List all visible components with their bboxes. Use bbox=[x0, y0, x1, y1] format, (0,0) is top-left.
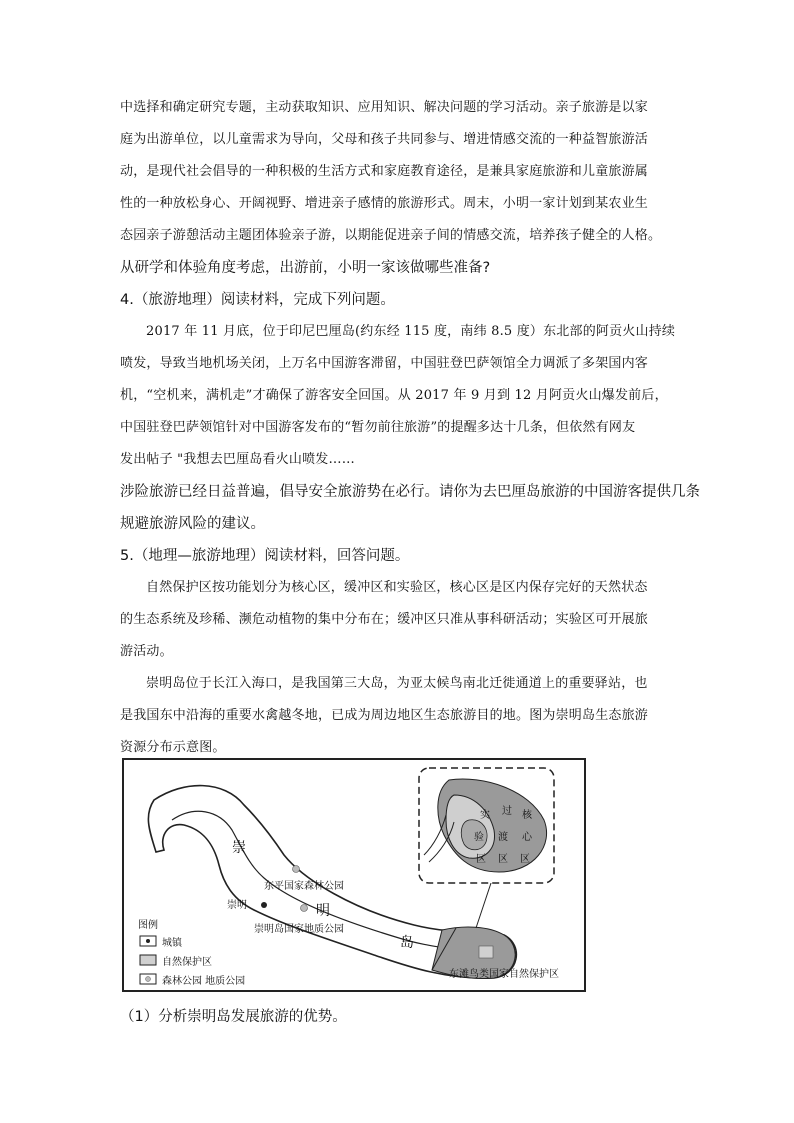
question-5-heading: 5.（地理—旅游地理）阅读材料，回答问题。 bbox=[120, 548, 410, 564]
text-line: 喷发，导致当地机场关闭，上万名中国游客滞留，中国驻登巴萨领馆全力调派了多架国内客 bbox=[120, 356, 649, 371]
legend-parks-label: 森林公园 地质公园 bbox=[162, 976, 246, 987]
legend-town-dot bbox=[146, 939, 150, 943]
text-line: 动，是现代社会倡导的一种积极的生活方式和家庭教育途径，是兼具家庭旅游和儿童旅游属 bbox=[120, 164, 649, 179]
text-line: 的生态系统及珍稀、濒危动植物的集中分布在；缓冲区只准从事科研活动；实验区可开展旅 bbox=[120, 612, 649, 627]
inset-label: 心 bbox=[522, 832, 532, 843]
inset-leader bbox=[476, 880, 492, 928]
question-4-heading: 4.（旅游地理）阅读材料，完成下列问题。 bbox=[120, 292, 395, 308]
text-line: 是我国东中沿海的重要水禽越冬地，已成为周边地区生态旅游目的地。图为崇明岛生态旅游 bbox=[120, 708, 649, 723]
inset-label: 核 bbox=[522, 810, 532, 821]
q5-material-1 bbox=[120, 572, 685, 668]
passage-1 bbox=[120, 92, 685, 252]
text-line: 2017 年 11 月底，位于印尼巴厘岛(约东经 115 度，南纬 8.5 度）东北部的阿贡火山持续 bbox=[146, 324, 676, 339]
forest-park-label: 东平国家森林公园 bbox=[264, 881, 344, 892]
text-line: 机，“空机来，满机走”才确保了游客安全回国。从 2017 年 9 月到 12 月阿贡火山爆发前后， bbox=[120, 388, 668, 403]
legend-reserve-label: 自然保护区 bbox=[162, 957, 212, 968]
text-line: 资源分布示意图。 bbox=[120, 740, 226, 755]
inset-label: 渡 bbox=[498, 832, 508, 843]
q4-material bbox=[120, 316, 685, 476]
text-line: 庭为出游单位，以儿童需求为导向，父母和孩子共同参与、增进情感交流的一种益智旅游活 bbox=[120, 132, 649, 147]
inset-label: 实 bbox=[480, 810, 490, 821]
inset-label: 区 bbox=[520, 854, 530, 865]
text-line: 发出帖子 "我想去巴厘岛看火山喷发…… bbox=[120, 452, 355, 467]
legend-park-dot bbox=[146, 977, 151, 982]
text-line: 涉险旅游已经日益普遍，倡导安全旅游势在必行。请你为去巴厘岛旅游的中国游客提供几条 bbox=[120, 484, 700, 500]
geo-park-label: 崇明岛国家地质公园 bbox=[254, 924, 344, 935]
q4-question bbox=[120, 476, 700, 540]
text-line: 规避旅游风险的建议。 bbox=[120, 516, 265, 532]
text-line: 崇明岛位于长江入海口，是我国第三大岛，为亚太候鸟南北迁徙通道上的重要驿站，也 bbox=[146, 676, 648, 691]
reserve-symbol bbox=[479, 946, 493, 958]
town-label: 崇明 bbox=[227, 900, 247, 911]
text-line: 游活动。 bbox=[120, 644, 173, 659]
inset-label: 区 bbox=[476, 854, 486, 865]
text-line: 中选择和确定研究专题，主动获取知识、应用知识、解决问题的学习活动。亲子旅游是以家 bbox=[120, 100, 649, 115]
inset-label: 验 bbox=[474, 832, 484, 843]
island-char: 岛 bbox=[400, 935, 414, 951]
legend-reserve-box bbox=[140, 955, 156, 965]
inset-label: 过 bbox=[502, 806, 512, 817]
text-line: 性的一种放松身心、开阔视野、增进亲子感情的旅游形式。周末，小明一家计划到某农业生 bbox=[120, 196, 649, 211]
document-page bbox=[120, 92, 700, 764]
town-marker bbox=[261, 902, 267, 908]
chongming-map bbox=[122, 758, 586, 992]
island-char: 明 bbox=[316, 903, 330, 919]
inset-label: 区 bbox=[498, 854, 508, 865]
text-line: 自然保护区按功能划分为核心区，缓冲区和实验区，核心区是区内保存完好的天然状态 bbox=[146, 580, 648, 595]
island-char: 崇 bbox=[232, 840, 246, 856]
question-text: 从研学和体验角度考虑，出游前，小明一家该做哪些准备? bbox=[120, 260, 491, 276]
question-5-1: （1）分析崇明岛发展旅游的优势。 bbox=[120, 1009, 347, 1025]
legend-town-label: 城镇 bbox=[162, 938, 182, 949]
text-line: 态园亲子游憩活动主题团体验亲子游，以期能促进亲子间的情感交流，培养孩子健全的人格。 bbox=[120, 228, 662, 243]
geo-park-symbol bbox=[301, 905, 308, 912]
q5-material-2 bbox=[120, 668, 685, 764]
reserve-label: 东滩鸟类国家自然保护区 bbox=[449, 969, 559, 980]
text-line: 中国驻登巴萨领馆针对中国游客发布的“暂勿前往旅游”的提醒多达十几条，但依然有网友 bbox=[120, 420, 636, 435]
forest-park-symbol bbox=[293, 866, 300, 873]
legend-title: 图例 bbox=[138, 920, 158, 931]
